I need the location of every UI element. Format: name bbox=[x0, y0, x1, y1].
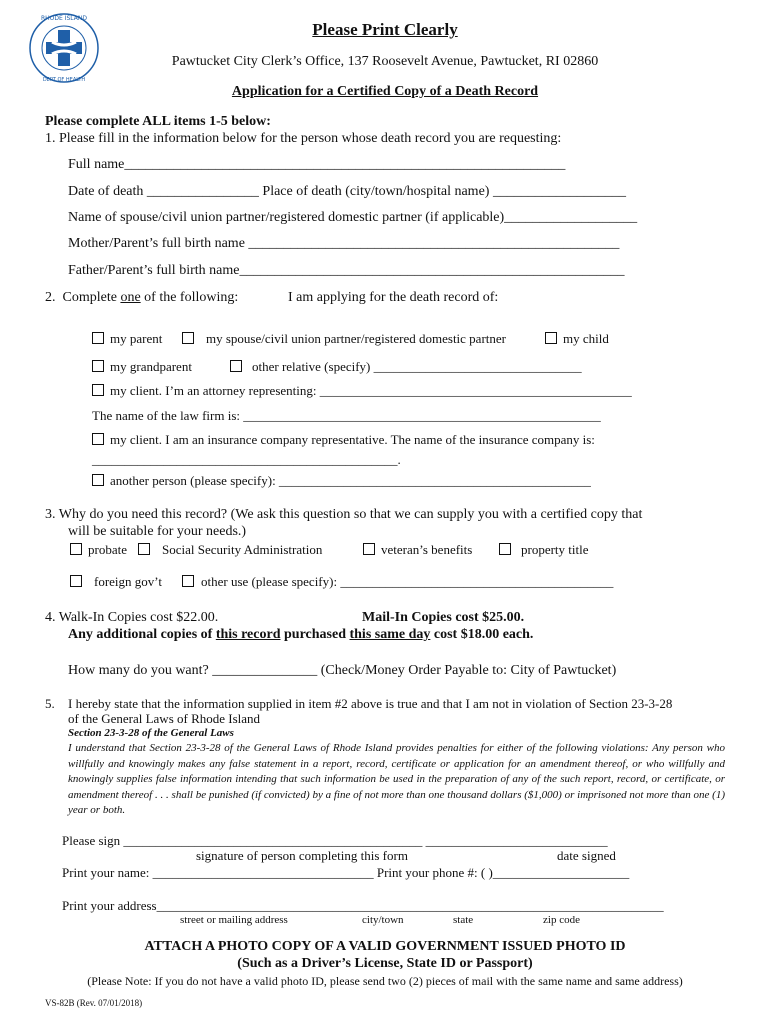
other-relative-field[interactable]: other relative (specify) ________________________________ bbox=[252, 359, 582, 374]
item5-text-line1: I hereby state that the information supplied in item #2 above is true and that I am not in violation of Section 23-3-28 bbox=[68, 696, 673, 711]
item3-text-line1: 3. Why do you need this record? (We ask this question so that we can supply you with a certified copy that bbox=[45, 507, 643, 522]
attorney-checkbox[interactable] bbox=[92, 384, 104, 396]
svg-text:DEPT OF HEALTH: DEPT OF HEALTH bbox=[42, 77, 86, 83]
item1-text: 1. Please fill in the information below for the person whose death record you are requesting: bbox=[45, 131, 562, 146]
father-name-field[interactable]: Father/Parent’s full birth name_______________________________________________________ bbox=[68, 263, 625, 278]
svg-text:RHODE ISLAND: RHODE ISLAND bbox=[41, 15, 87, 22]
item5-text-line2: of the General Laws of Rhode Island bbox=[68, 711, 261, 726]
my-grandparent-checkbox[interactable] bbox=[92, 360, 104, 372]
attach-id-notice: ATTACH A PHOTO COPY OF A VALID GOVERNMENT ISSUED PHOTO ID bbox=[144, 939, 626, 954]
insurance-company-field[interactable]: _______________________________________________. bbox=[92, 452, 401, 467]
my-child-label: my child bbox=[563, 331, 609, 346]
office-address: Pawtucket City Clerk’s Office, 137 Roosevelt Avenue, Pawtucket, RI 02860 bbox=[171, 54, 599, 69]
my-spouse-checkbox[interactable] bbox=[182, 332, 194, 344]
item2-heading: 2. Complete one of the following: bbox=[45, 290, 239, 305]
law-section-title: Section 23-3-28 of the General Laws bbox=[68, 727, 234, 739]
insurance-label: my client. I am an insurance company representative. The name of the insurance company is: bbox=[110, 432, 595, 447]
page-title: Please Print Clearly bbox=[312, 20, 458, 39]
attorney-field[interactable]: my client. I’m an attorney representing: ________________________________________________ bbox=[110, 383, 632, 398]
other-use-checkbox[interactable] bbox=[182, 575, 194, 587]
mail-in-cost: Mail-In Copies cost $25.00. bbox=[362, 610, 525, 625]
other-use-field[interactable]: other use (please specify): __________________________________________ bbox=[201, 574, 614, 589]
walk-in-cost: 4. Walk-In Copies cost $22.00. bbox=[45, 610, 219, 625]
spouse-name-field[interactable]: Name of spouse/civil union partner/registered domestic partner (if applicable)___________________ bbox=[68, 210, 638, 225]
address-field[interactable]: Print your address______________________________________________________________________________ bbox=[62, 898, 664, 913]
additional-copies-cost: Any additional copies of this record purchased this same day cost $18.00 each. bbox=[68, 627, 534, 642]
item5-num: 5. bbox=[45, 696, 55, 711]
how-many-copies-field[interactable]: How many do you want? _______________ (Check/Money Order Payable to: City of Pawtucket) bbox=[68, 663, 617, 678]
foreign-govt-label: foreign gov’t bbox=[94, 574, 162, 589]
ssa-label: Social Security Administration bbox=[162, 542, 323, 557]
item3-text-line2: will be suitable for your needs.) bbox=[68, 524, 247, 539]
property-title-label: property title bbox=[521, 542, 589, 557]
instructions-heading: Please complete ALL items 1-5 below: bbox=[45, 114, 271, 129]
insurance-checkbox[interactable] bbox=[92, 433, 104, 445]
veterans-benefits-checkbox[interactable] bbox=[363, 543, 375, 555]
ssa-checkbox[interactable] bbox=[138, 543, 150, 555]
law-firm-field[interactable]: The name of the law firm is: _______________________________________________________ bbox=[92, 408, 601, 423]
date-place-of-death-field[interactable]: Date of death ________________ Place of death (city/town/hospital name) ___________________ bbox=[68, 184, 626, 199]
probate-checkbox[interactable] bbox=[70, 543, 82, 555]
zip-caption: zip code bbox=[543, 914, 580, 926]
property-title-checkbox[interactable] bbox=[499, 543, 511, 555]
law-section-text: I understand that Section 23-3-28 of the General Laws of Rhode Island provides penalties for either of the following violations: Any person who willfully and knowingly makes any false statement in a report, record, certificate or application for an amendment thereof, or who willfully and knowingly supplies false information intending that such information be used in the preparation of any of the such report, record, or certificate, or amendment thereof . . . shall be punished (if convicted) by a fine of not more than one thousand dollars ($1,000) or imprisoned not more than one (1) year or both. bbox=[68, 742, 725, 816]
another-person-field[interactable]: another person (please specify): ________________________________________________ bbox=[110, 473, 591, 488]
full-name-field[interactable]: Full name_______________________________________________________________ bbox=[68, 157, 566, 172]
attach-id-examples: (Such as a Driver’s License, State ID or Passport) bbox=[237, 956, 533, 971]
applying-for-label: I am applying for the death record of: bbox=[288, 290, 499, 305]
other-relative-checkbox[interactable] bbox=[230, 360, 242, 372]
probate-label: probate bbox=[88, 542, 127, 557]
my-parent-checkbox[interactable] bbox=[92, 332, 104, 344]
another-person-checkbox[interactable] bbox=[92, 474, 104, 486]
state-caption: state bbox=[453, 914, 474, 926]
mother-name-field[interactable]: Mother/Parent’s full birth name _____________________________________________________ bbox=[68, 236, 620, 251]
print-name-phone-field[interactable]: Print your name: __________________________________ Print your phone #: ( )_____________________ bbox=[62, 865, 630, 880]
photo-id-note: (Please Note: If you do not have a valid photo ID, please send two (2) pieces of mail with the same name and same address) bbox=[87, 974, 683, 988]
my-child-checkbox[interactable] bbox=[545, 332, 557, 344]
street-caption: street or mailing address bbox=[180, 914, 288, 926]
form-title: Application for a Certified Copy of a Death Record bbox=[231, 84, 539, 99]
veterans-benefits-label: veteran’s benefits bbox=[381, 542, 473, 557]
city-caption: city/town bbox=[362, 914, 404, 926]
signature-caption: signature of person completing this form bbox=[196, 848, 408, 863]
my-spouse-label: my spouse/civil union partner/registered domestic partner bbox=[206, 331, 506, 346]
signature-field[interactable]: Please sign ______________________________________________ ____________________________ bbox=[62, 833, 608, 848]
my-parent-label: my parent bbox=[110, 331, 163, 346]
my-grandparent-label: my grandparent bbox=[110, 359, 192, 374]
date-signed-caption: date signed bbox=[557, 848, 616, 863]
form-id: VS-82B (Rev. 07/01/2018) bbox=[45, 998, 143, 1008]
foreign-govt-checkbox[interactable] bbox=[70, 575, 82, 587]
